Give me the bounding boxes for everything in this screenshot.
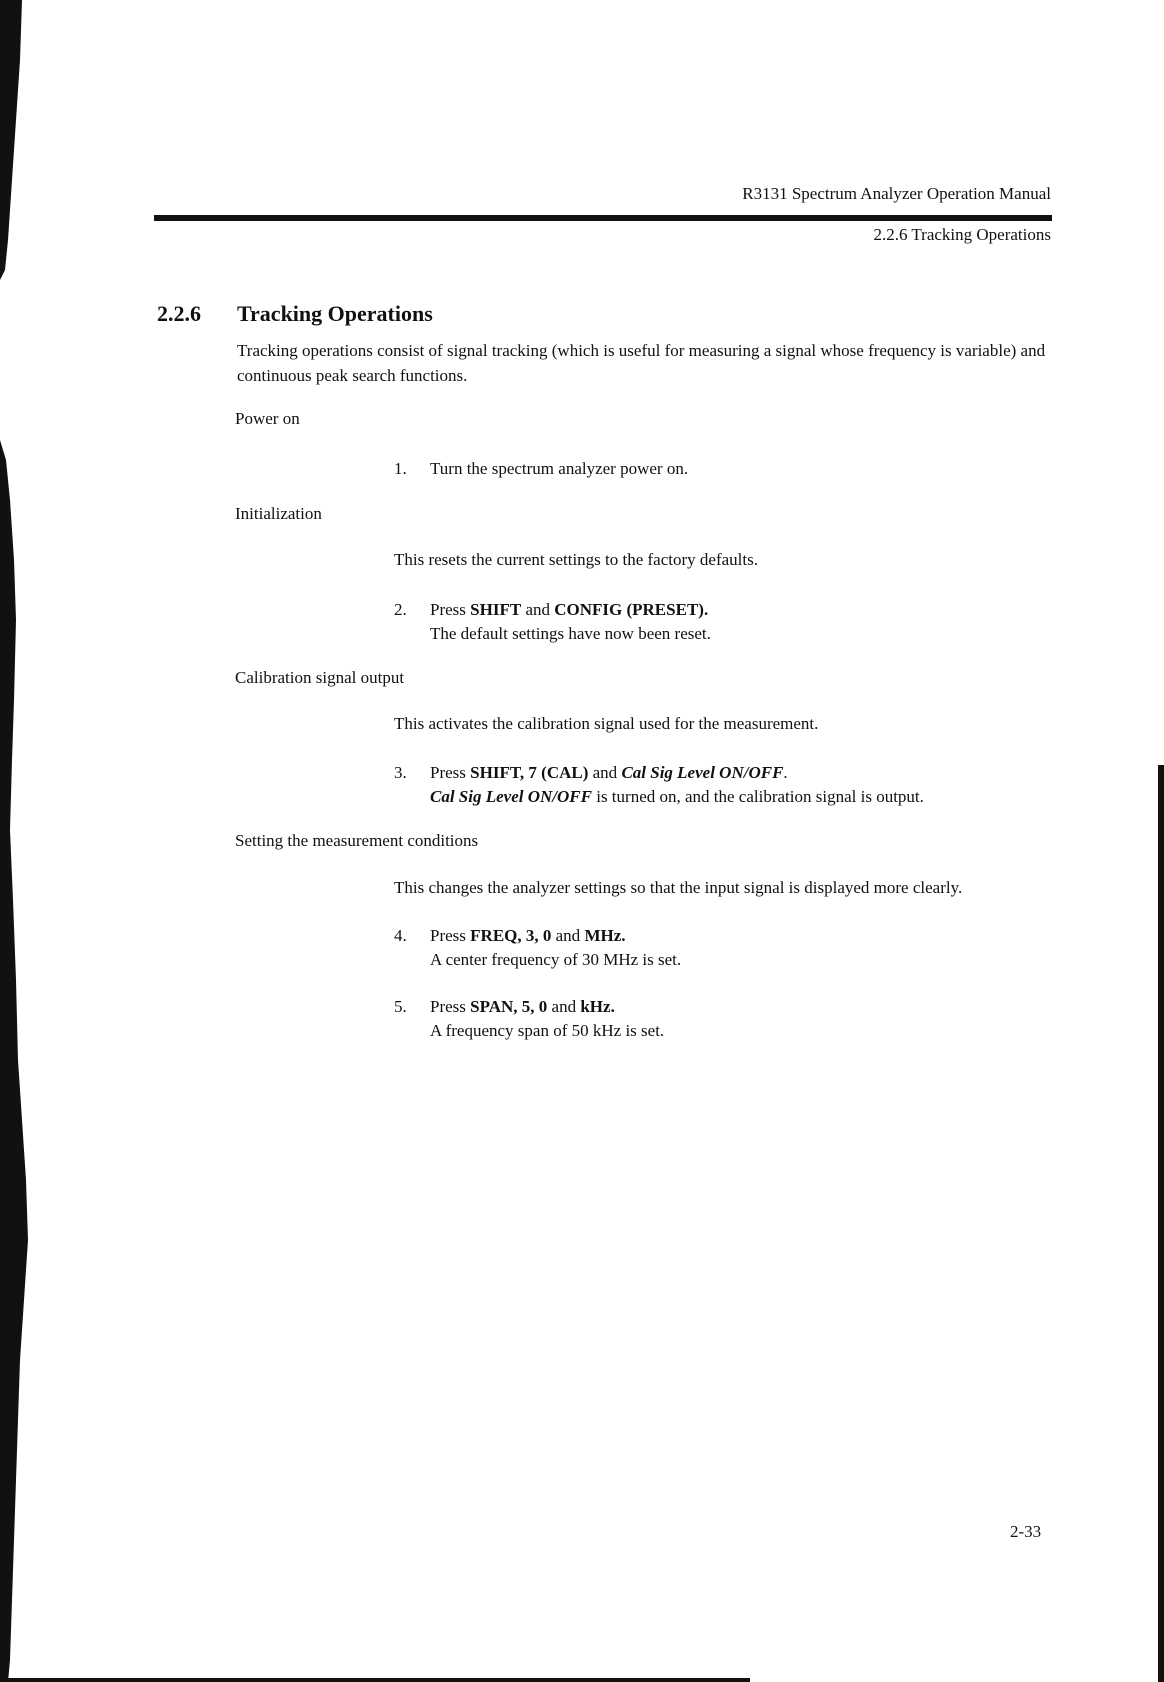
key-shift: SHIFT xyxy=(470,600,522,619)
scan-edge-bottom xyxy=(0,1678,750,1682)
key-khz: kHz. xyxy=(580,997,615,1016)
period-text: . xyxy=(783,763,788,782)
softkey-cal-sig-level-result: Cal Sig Level ON/OFF xyxy=(430,787,592,806)
softkey-cal-sig-level: Cal Sig Level ON/OFF xyxy=(621,763,784,782)
subheading-power-on: Power on xyxy=(235,409,300,428)
press-text: Press xyxy=(430,997,471,1016)
step-result xyxy=(430,785,924,809)
scan-edge-right xyxy=(1158,765,1164,1682)
running-header-section: 2.2.6 Tracking Operations xyxy=(873,225,1051,244)
page-number: 2-33 xyxy=(1010,1522,1042,1541)
step-instruction xyxy=(430,598,711,646)
header-rule xyxy=(154,215,1052,221)
and-text: and xyxy=(547,997,581,1016)
step-number: 4. xyxy=(394,926,407,945)
step-result: A frequency span of 50 kHz is set. xyxy=(430,1021,665,1040)
key-config-preset: CONFIG (PRESET). xyxy=(554,600,709,619)
step-instruction xyxy=(430,995,664,1043)
press-text: Press xyxy=(430,763,471,782)
keys-span: SPAN, 5, 0 xyxy=(470,997,548,1016)
press-text: Press xyxy=(430,926,471,945)
step-instruction xyxy=(430,761,924,809)
subheading-initialization: Initialization xyxy=(235,504,322,523)
keys-freq: FREQ, 3, 0 xyxy=(470,926,552,945)
step-number: 1. xyxy=(394,459,407,478)
and-text: and xyxy=(551,926,585,945)
scan-edge-left xyxy=(0,0,40,1682)
section-intro: Tracking operations consist of signal tracking (which is useful for measuring a signal whose frequency is variable) and continuous peak search functions. xyxy=(237,341,1046,385)
step-number: 3. xyxy=(394,763,407,782)
step-number: 5. xyxy=(394,997,407,1016)
and-text: and xyxy=(588,763,622,782)
step-number: 2. xyxy=(394,600,407,619)
subheading-measurement-conditions: Setting the measurement conditions xyxy=(235,831,479,850)
key-mhz: MHz. xyxy=(584,926,626,945)
note-measurement: This changes the analyzer settings so that the input signal is displayed more clearly. xyxy=(394,878,963,897)
running-header-title: R3131 Spectrum Analyzer Operation Manual xyxy=(742,184,1051,203)
and-text: and xyxy=(521,600,555,619)
step-result: A center frequency of 30 MHz is set. xyxy=(430,950,682,969)
note-calibration: This activates the calibration signal used for the measurement. xyxy=(394,714,819,733)
press-text: Press xyxy=(430,600,471,619)
section-number: 2.2.6 xyxy=(157,301,201,326)
step-result: The default settings have now been reset. xyxy=(430,624,711,643)
subheading-calibration: Calibration signal output xyxy=(235,668,405,687)
key-shift-cal: SHIFT, 7 (CAL) xyxy=(470,763,589,782)
step-instruction: Turn the spectrum analyzer power on. xyxy=(430,459,689,478)
result-text: is turned on, and the calibration signal is output. xyxy=(591,787,924,806)
note-initialization: This resets the current settings to the factory defaults. xyxy=(394,550,758,569)
section-title: Tracking Operations xyxy=(237,301,433,326)
step-instruction xyxy=(430,924,681,972)
